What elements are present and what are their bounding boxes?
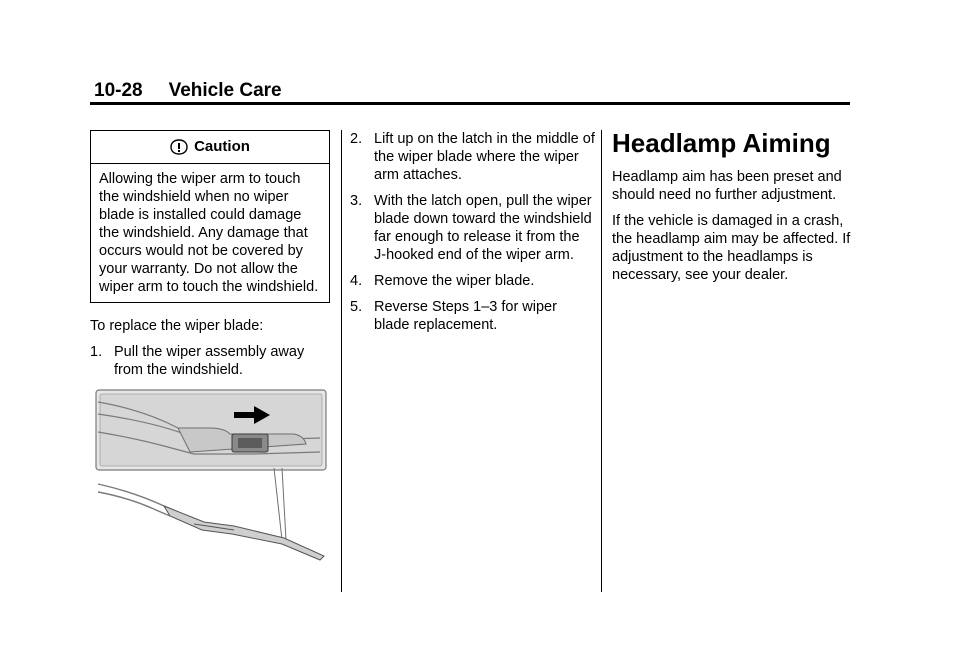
column-right [612, 130, 852, 292]
wiper-illustration [94, 388, 330, 568]
column-middle [350, 130, 595, 342]
step-text: Remove the wiper blade. [374, 273, 535, 289]
step-item [90, 343, 330, 379]
caution-box [90, 130, 330, 303]
step-item [350, 130, 595, 184]
wiper-diagram-icon [94, 388, 330, 568]
step-number: 2. [350, 131, 363, 147]
step-text: With the latch open, pull the wiper blade down toward the windshield far enough to release it from the J-hooked end of the wiper arm. [374, 193, 592, 263]
section-heading: Headlamp Aiming [612, 128, 831, 158]
paragraph: Headlamp aim has been preset and should need no further adjustment. [612, 169, 842, 203]
paragraph: If the vehicle is damaged in a crash, the headlamp aim may be affected. If adjustment to the headlamps is necessary, see your dealer. [612, 213, 851, 283]
step-text: Reverse Steps 1–3 for wiper blade replacement. [374, 299, 557, 333]
column-divider [341, 130, 342, 592]
step-number: 1. [90, 344, 103, 360]
step-text: Lift up on the latch in the middle of the wiper blade where the wiper arm attaches. [374, 131, 595, 183]
step-item [350, 272, 595, 290]
step-number: 4. [350, 273, 363, 289]
step-text: Pull the wiper assembly away from the windshield. [114, 344, 305, 378]
column-left [90, 130, 330, 387]
section-title: Vehicle Care [168, 80, 282, 101]
step-item [350, 192, 595, 264]
page-number: 10-28 [94, 80, 143, 101]
page-header [94, 80, 282, 102]
caution-header [91, 131, 329, 164]
caution-text: Allowing the wiper arm to touch the windshield when no wiper blade is installed could damage the windshield. Any damage that occurs would not be covered by your warranty. Do not allow the wiper arm to touch the windshield. [99, 171, 319, 295]
intro-text: To replace the wiper blade: [90, 318, 264, 334]
warning-icon [170, 139, 188, 155]
step-item [350, 298, 595, 334]
step-number: 3. [350, 193, 363, 209]
header-rule [90, 102, 850, 105]
column-divider [601, 130, 602, 592]
caution-title: Caution [194, 138, 250, 155]
step-number: 5. [350, 299, 363, 315]
